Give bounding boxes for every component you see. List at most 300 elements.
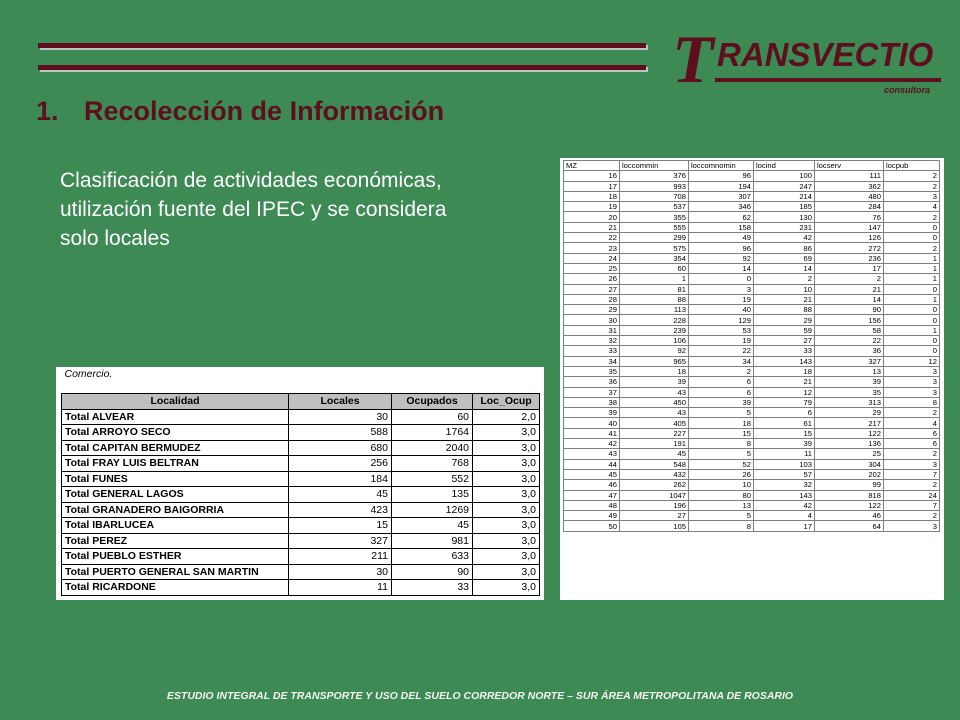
table-cell: 27 — [564, 284, 620, 294]
table-row — [564, 459, 940, 469]
table-cell: 548 — [620, 459, 689, 469]
table-cell: 136 — [815, 439, 884, 449]
table-cell: 7 — [884, 469, 940, 479]
description-text: Clasificación de actividades económicas, utilización fuente del IPEC y se considera solo locales — [60, 169, 447, 250]
table-cell: 60 — [392, 409, 473, 425]
table-cell: 41 — [564, 428, 620, 438]
column-header: loccomnomin — [689, 161, 754, 171]
table-cell: 13 — [689, 500, 754, 510]
table-row — [62, 456, 540, 472]
table-cell: 52 — [689, 459, 754, 469]
table-cell: 575 — [620, 243, 689, 253]
section-heading — [36, 96, 444, 127]
table-cell: 3 — [884, 459, 940, 469]
table-cell: 228 — [620, 315, 689, 325]
table-cell: 143 — [754, 490, 815, 500]
table-cell: 3 — [884, 521, 940, 531]
table-cell: 111 — [815, 171, 884, 181]
table-cell: 15 — [754, 428, 815, 438]
table-cell: 256 — [289, 456, 392, 472]
table-cell: 1 — [884, 294, 940, 304]
table-cell: 92 — [620, 346, 689, 356]
table-cell: 633 — [392, 549, 473, 565]
table-cell: 92 — [689, 253, 754, 263]
table-cell: 30 — [289, 409, 392, 425]
table-cell: 45 — [564, 469, 620, 479]
table-cell: 39 — [564, 408, 620, 418]
table-cell: 49 — [689, 233, 754, 243]
table-cell: 27 — [620, 511, 689, 521]
table-cell: 537 — [620, 202, 689, 212]
table-row — [62, 533, 540, 549]
table-cell: 19 — [689, 336, 754, 346]
table-cell: 555 — [620, 222, 689, 232]
table-cell: 4 — [754, 511, 815, 521]
table-cell: Total FUNES — [62, 471, 289, 487]
table-cell: 981 — [392, 533, 473, 549]
table-cell: 211 — [289, 549, 392, 565]
table-cell: 18 — [620, 366, 689, 376]
table-cell: Total GENERAL LAGOS — [62, 487, 289, 503]
table-cell: 327 — [289, 533, 392, 549]
table-cell: 156 — [815, 315, 884, 325]
table-cell: 135 — [392, 487, 473, 503]
table-cell: 3,0 — [473, 456, 540, 472]
table-cell: 39 — [689, 397, 754, 407]
table-cell: 1047 — [620, 490, 689, 500]
table-row — [62, 580, 540, 596]
table-cell: 6 — [884, 439, 940, 449]
table-cell: 28 — [564, 294, 620, 304]
table-cell: 0 — [884, 315, 940, 325]
table-cell: 202 — [815, 469, 884, 479]
table-cell: 0 — [884, 305, 940, 315]
table-cell: 69 — [754, 253, 815, 263]
table-cell: 147 — [815, 222, 884, 232]
table-row — [564, 274, 940, 284]
column-header: locind — [754, 161, 815, 171]
decorative-bar-bottom — [38, 65, 646, 70]
table-cell: 3 — [884, 387, 940, 397]
table-cell: 10 — [754, 284, 815, 294]
table-cell: 10 — [689, 480, 754, 490]
table-cell: 4 — [884, 418, 940, 428]
table-cell: 122 — [815, 500, 884, 510]
table-cell: 3,0 — [473, 533, 540, 549]
table-cell: 100 — [754, 171, 815, 181]
table-cell: 307 — [689, 191, 754, 201]
table-cell: 236 — [815, 253, 884, 263]
table-cell: 25 — [564, 263, 620, 273]
table-cell: 46 — [815, 511, 884, 521]
table-row — [62, 440, 540, 456]
table-cell: 64 — [815, 521, 884, 531]
table-row — [62, 425, 540, 441]
table-cell: 588 — [289, 425, 392, 441]
table-cell: 346 — [689, 202, 754, 212]
table-cell: 32 — [754, 480, 815, 490]
table-cell: 214 — [754, 191, 815, 201]
logo-word: RANSVECTIO — [717, 36, 934, 73]
table-cell: 272 — [815, 243, 884, 253]
table-cell: 0 — [884, 222, 940, 232]
table-cell: 1 — [884, 263, 940, 273]
table-cell: 36 — [815, 346, 884, 356]
mz-table-image — [560, 158, 944, 600]
table-cell: 6 — [754, 408, 815, 418]
table-cell: 43 — [620, 387, 689, 397]
table-cell: 3,0 — [473, 440, 540, 456]
table-row — [564, 253, 940, 263]
table-cell: 80 — [689, 490, 754, 500]
table-cell: 3,0 — [473, 549, 540, 565]
table-cell: 27 — [754, 336, 815, 346]
table-cell: 3 — [884, 377, 940, 387]
decorative-bar-top — [38, 43, 646, 48]
table-row — [564, 294, 940, 304]
table-row — [564, 439, 940, 449]
table-cell: 38 — [564, 397, 620, 407]
table-cell: 50 — [564, 521, 620, 531]
table-cell: 2 — [689, 366, 754, 376]
table-row — [564, 480, 940, 490]
comercio-table — [61, 367, 540, 596]
table-row — [564, 346, 940, 356]
table-cell: 96 — [689, 243, 754, 253]
table-cell: 143 — [754, 356, 815, 366]
table-row — [564, 222, 940, 232]
table-cell: 5 — [689, 511, 754, 521]
table-cell: 552 — [392, 471, 473, 487]
section-number: 1. — [36, 96, 59, 126]
table-cell: 450 — [620, 397, 689, 407]
table-cell: 21 — [815, 284, 884, 294]
logo-subtitle: consultora — [884, 85, 931, 95]
table-cell: 14 — [689, 263, 754, 273]
table-row — [564, 408, 940, 418]
column-header: Loc_Ocup — [473, 394, 540, 410]
table-cell: 3,0 — [473, 518, 540, 534]
table-cell: 99 — [815, 480, 884, 490]
table-cell: 2 — [884, 480, 940, 490]
table-cell: 2 — [884, 243, 940, 253]
table-cell: 44 — [564, 459, 620, 469]
table-row — [564, 305, 940, 315]
table-cell: 480 — [815, 191, 884, 201]
table-cell: Total CAPITAN BERMUDEZ — [62, 440, 289, 456]
column-header: Locales — [289, 394, 392, 410]
table-cell: 23 — [564, 243, 620, 253]
table-cell: 432 — [620, 469, 689, 479]
mz-header-row — [564, 161, 940, 171]
table-cell: 3,0 — [473, 564, 540, 580]
table-cell: 191 — [620, 439, 689, 449]
logo-underline — [715, 78, 941, 82]
table-row — [564, 181, 940, 191]
table-cell: Total IBARLUCEA — [62, 518, 289, 534]
table-cell: 29 — [754, 315, 815, 325]
table-cell: 42 — [754, 233, 815, 243]
table-cell: 30 — [564, 315, 620, 325]
table-row — [564, 233, 940, 243]
table-row — [564, 511, 940, 521]
table-cell: 354 — [620, 253, 689, 263]
table-cell: 22 — [815, 336, 884, 346]
logo-letter: T — [672, 21, 714, 97]
table-row — [564, 212, 940, 222]
table-cell: 12 — [884, 356, 940, 366]
table-cell: 818 — [815, 490, 884, 500]
table-row — [564, 315, 940, 325]
table-row — [564, 243, 940, 253]
table-row — [564, 356, 940, 366]
table-cell: 3,0 — [473, 425, 540, 441]
table-cell: 355 — [620, 212, 689, 222]
table-cell: 196 — [620, 500, 689, 510]
table-cell: 0 — [884, 233, 940, 243]
table-cell: 1 — [884, 325, 940, 335]
table-cell: 2 — [884, 181, 940, 191]
table-row — [62, 471, 540, 487]
comercio-table-image — [56, 367, 544, 600]
table-cell: 6 — [884, 428, 940, 438]
table-cell: 16 — [564, 171, 620, 181]
column-header: Ocupados — [392, 394, 473, 410]
table-cell: 14 — [815, 294, 884, 304]
table-row — [564, 521, 940, 531]
table-cell: 227 — [620, 428, 689, 438]
table-cell: 81 — [620, 284, 689, 294]
table-cell: 2040 — [392, 440, 473, 456]
table-cell: 1 — [884, 253, 940, 263]
table-cell: 18 — [689, 418, 754, 428]
table-cell: 22 — [564, 233, 620, 243]
table-cell: 0 — [689, 274, 754, 284]
table-cell: 327 — [815, 356, 884, 366]
table-cell: 8 — [689, 521, 754, 531]
table-cell: 45 — [392, 518, 473, 534]
table-row — [62, 549, 540, 565]
table-cell: 33 — [564, 346, 620, 356]
table-cell: 217 — [815, 418, 884, 428]
table-cell: 2 — [815, 274, 884, 284]
table-cell: 40 — [689, 305, 754, 315]
table-cell: Total GRANADERO BAIGORRIA — [62, 502, 289, 518]
table-cell: 194 — [689, 181, 754, 191]
table-row — [62, 564, 540, 580]
table-cell: 61 — [754, 418, 815, 428]
table-cell: 1269 — [392, 502, 473, 518]
table-cell: 113 — [620, 305, 689, 315]
table-cell: 46 — [564, 480, 620, 490]
table-cell: 13 — [815, 366, 884, 376]
table-cell: 30 — [289, 564, 392, 580]
table-cell: 158 — [689, 222, 754, 232]
table-cell: 3 — [884, 191, 940, 201]
table-row — [564, 418, 940, 428]
table-cell: 15 — [289, 518, 392, 534]
footer-text: ESTUDIO INTEGRAL DE TRANSPORTE Y USO DEL SUELO CORREDOR NORTE – SUR ÁREA METROPOLITANA DE ROSARIO — [166, 690, 794, 702]
table-cell: 0 — [884, 346, 940, 356]
table-cell: 18 — [564, 191, 620, 201]
table-cell: 39 — [620, 377, 689, 387]
table-cell: 48 — [564, 500, 620, 510]
table-cell: 37 — [564, 387, 620, 397]
table-row — [564, 428, 940, 438]
column-header: locpub — [884, 161, 940, 171]
table-row — [564, 171, 940, 181]
table-cell: 25 — [815, 449, 884, 459]
table-cell: 90 — [815, 305, 884, 315]
table-cell: 47 — [564, 490, 620, 500]
section-title: Recolección de Información — [84, 96, 445, 126]
table-cell: 2 — [884, 212, 940, 222]
table-cell: Total ALVEAR — [62, 409, 289, 425]
column-header: Localidad — [62, 394, 289, 410]
table-cell: 42 — [754, 500, 815, 510]
table-cell: 126 — [815, 233, 884, 243]
table-row — [564, 397, 940, 407]
table-cell: Total PUEBLO ESTHER — [62, 549, 289, 565]
table-row — [62, 518, 540, 534]
table-cell: 3,0 — [473, 487, 540, 503]
table-cell: 103 — [754, 459, 815, 469]
table-cell: 57 — [754, 469, 815, 479]
table-cell: 36 — [564, 377, 620, 387]
table-cell: Total PUERTO GENERAL SAN MARTIN — [62, 564, 289, 580]
table-row — [564, 387, 940, 397]
table-cell: 79 — [754, 397, 815, 407]
table-cell: Total ARROYO SECO — [62, 425, 289, 441]
column-header: MZ — [564, 161, 620, 171]
table-cell: 53 — [689, 325, 754, 335]
table-cell: 96 — [689, 171, 754, 181]
table-cell: 2 — [754, 274, 815, 284]
table-cell: 26 — [689, 469, 754, 479]
table-cell: 1 — [620, 274, 689, 284]
table-row — [564, 284, 940, 294]
table-cell: 106 — [620, 336, 689, 346]
table-cell: 86 — [754, 243, 815, 253]
table-cell: 129 — [689, 315, 754, 325]
table-cell: 31 — [564, 325, 620, 335]
table-cell: 1764 — [392, 425, 473, 441]
table-cell: 19 — [564, 202, 620, 212]
table-row — [564, 449, 940, 459]
table-cell: 8 — [884, 397, 940, 407]
table-cell: 35 — [564, 366, 620, 376]
table-cell: 3,0 — [473, 502, 540, 518]
table-cell: 21 — [564, 222, 620, 232]
table-cell: 90 — [392, 564, 473, 580]
table-row — [62, 487, 540, 503]
table-cell: 34 — [689, 356, 754, 366]
table-cell: 35 — [815, 387, 884, 397]
table-row — [564, 263, 940, 273]
table-cell: 43 — [620, 408, 689, 418]
table-cell: 680 — [289, 440, 392, 456]
table-row — [564, 191, 940, 201]
table-cell: 304 — [815, 459, 884, 469]
column-header: loccommin — [620, 161, 689, 171]
table-cell: 17 — [815, 263, 884, 273]
table-cell: 239 — [620, 325, 689, 335]
table-cell: 59 — [754, 325, 815, 335]
table-cell: Total PEREZ — [62, 533, 289, 549]
table-cell: 313 — [815, 397, 884, 407]
table-cell: 20 — [564, 212, 620, 222]
table-cell: 2 — [884, 171, 940, 181]
table-cell: 60 — [620, 263, 689, 273]
table-cell: 3 — [689, 284, 754, 294]
table-cell: 105 — [620, 521, 689, 531]
table-row — [62, 409, 540, 425]
table-cell: 7 — [884, 500, 940, 510]
table-cell: 22 — [689, 346, 754, 356]
table-cell: 6 — [689, 387, 754, 397]
table-cell: 17 — [754, 521, 815, 531]
table-cell: 58 — [815, 325, 884, 335]
table-cell: 5 — [689, 408, 754, 418]
table-cell: 26 — [564, 274, 620, 284]
table-cell: 33 — [754, 346, 815, 356]
table-cell: 19 — [689, 294, 754, 304]
table-row — [62, 502, 540, 518]
table-row — [564, 202, 940, 212]
table-cell: Total RICARDONE — [62, 580, 289, 596]
table-cell: 262 — [620, 480, 689, 490]
mz-table — [563, 160, 940, 532]
table-cell: 4 — [884, 202, 940, 212]
blank-row — [62, 381, 540, 394]
table-cell: 5 — [689, 449, 754, 459]
table-cell: 130 — [754, 212, 815, 222]
table-cell: 39 — [754, 439, 815, 449]
table-row — [564, 490, 940, 500]
table-row — [564, 325, 940, 335]
table-row — [564, 500, 940, 510]
table-cell: 32 — [564, 336, 620, 346]
table-cell: 0 — [884, 336, 940, 346]
table-cell: 184 — [289, 471, 392, 487]
table-cell: 17 — [564, 181, 620, 191]
table-cell: 88 — [620, 294, 689, 304]
table-cell: 42 — [564, 439, 620, 449]
table-row — [564, 377, 940, 387]
transvectio-logo — [672, 21, 944, 97]
table-cell: 405 — [620, 418, 689, 428]
table-cell: 24 — [884, 490, 940, 500]
column-header: locserv — [815, 161, 884, 171]
table-cell: 88 — [754, 305, 815, 315]
table-cell: 1 — [884, 274, 940, 284]
table-cell: 18 — [754, 366, 815, 376]
table-cell: 231 — [754, 222, 815, 232]
table-cell: 24 — [564, 253, 620, 263]
table-cell: 34 — [564, 356, 620, 366]
table-row — [564, 469, 940, 479]
comercio-header-row — [62, 394, 540, 410]
table-cell: Total FRAY LUIS BELTRAN — [62, 456, 289, 472]
table-cell: 11 — [289, 580, 392, 596]
table-cell: 3 — [884, 366, 940, 376]
table-cell: 3,0 — [473, 580, 540, 596]
table-cell: 423 — [289, 502, 392, 518]
table-cell: 11 — [754, 449, 815, 459]
table-cell: 62 — [689, 212, 754, 222]
table-cell: 33 — [392, 580, 473, 596]
table-cell: 708 — [620, 191, 689, 201]
